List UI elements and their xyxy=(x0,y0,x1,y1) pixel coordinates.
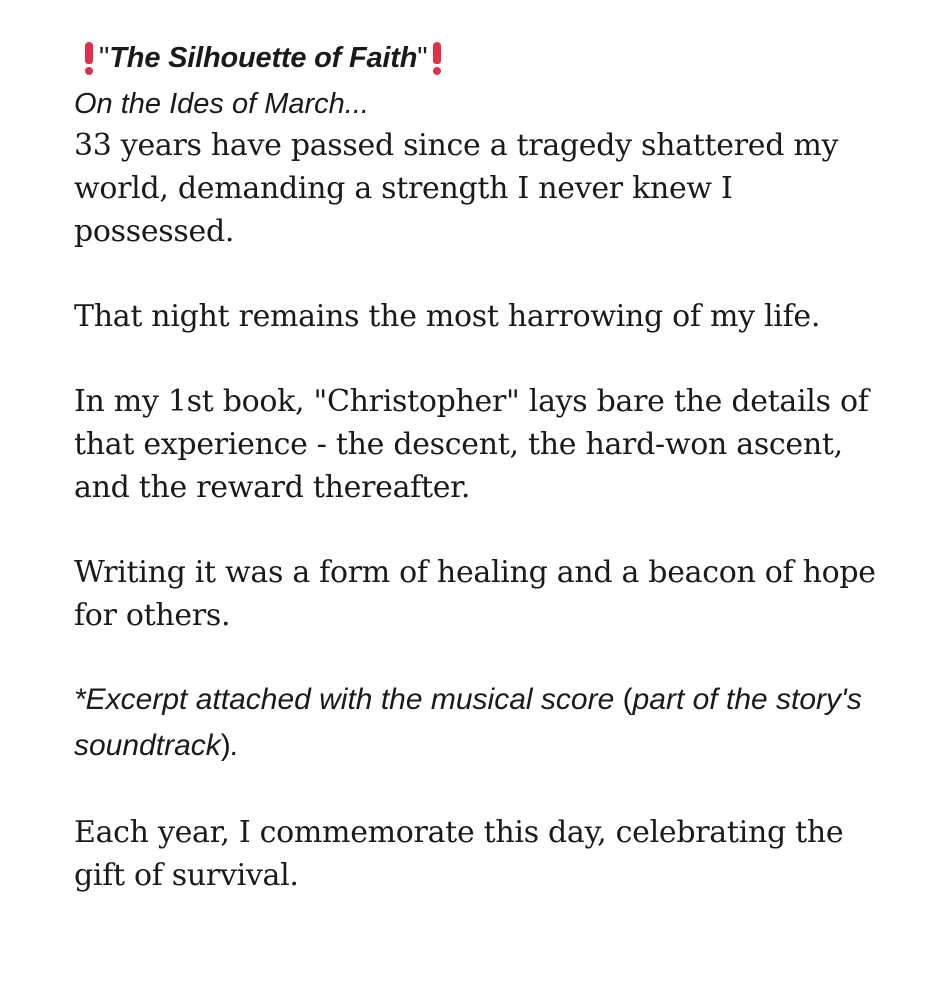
excerpt-note-before: *Excerpt attached with the musical score xyxy=(74,683,623,716)
excerpt-note xyxy=(74,677,894,769)
excerpt-close-paren: ) xyxy=(220,729,231,762)
paragraph-writing-healing: Writing it was a form of healing and a beacon of hope for others. xyxy=(74,555,876,633)
post-title xyxy=(80,38,894,78)
title-text: The Silhouette of Faith xyxy=(109,42,418,74)
post-content xyxy=(74,38,894,897)
title-open-quote: " xyxy=(99,42,110,74)
excerpt-note-middle: part of the story's soundtrack xyxy=(74,683,862,762)
paragraph-first-book: In my 1st book, "Christopher" lays bare the details of that experience - the descent, the hard-won ascent, and the reward thereafter. xyxy=(74,384,869,505)
post-subtitle: On the Ides of March... xyxy=(74,88,369,120)
paragraph-years-passed: 33 years have passed since a tragedy shattered my world, demanding a strength I never knew I possessed. xyxy=(74,128,839,249)
red-exclamation-icon xyxy=(432,41,441,75)
red-exclamation-icon xyxy=(84,41,93,75)
paragraph-that-night: That night remains the most harrowing of my life. xyxy=(74,299,821,334)
paragraph-closing: Each year, I commemorate this day, celebrating the gift of survival. xyxy=(74,815,844,893)
excerpt-open-paren: ( xyxy=(622,683,633,716)
excerpt-note-after: . xyxy=(230,729,240,762)
title-close-quote: " xyxy=(417,42,428,74)
